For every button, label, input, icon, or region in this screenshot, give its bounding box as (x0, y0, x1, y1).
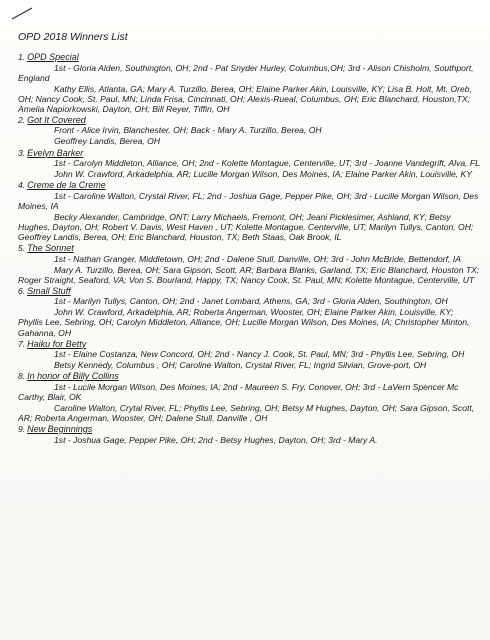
winner-entry: 1st - Marilyn Tullys, Canton, OH; 2nd - Janet Lombard, Athens, GA; 3rd - Gloria Alden, Southington, OH (54, 296, 448, 307)
winner-entry: 1st - Carolyn Middleton, Alliance, OH; 2nd - Kolette Montague, Centerville, UT; 3rd - Joanne Vandegrift, Alva, FL (54, 158, 480, 169)
award-title: Creme de la Creme (27, 180, 106, 191)
award-heading (18, 371, 480, 382)
award-heading (18, 115, 480, 126)
winner-entry: 1st - Nathan Granger, Middletown, OH; 2nd - Dalene Stull, Danville, OH; 3rd - John McBride, Bettendorf, IA (54, 253, 461, 264)
award-section (18, 424, 480, 445)
award-section (18, 148, 480, 180)
winner-entry: 1st - Joshua Gage, Pepper Pike, OH; 2nd - Betsy Hughes, Dayton, OH; 3rd - Mary A. (54, 434, 378, 445)
winner-entry: 1st - Lucile Morgan Wilson, Des Moines, IA; 2nd - Maureen S. Fry, Conover, OH; 3rd - LaVern Spencer Mc Carthy, Blair, OK (18, 381, 459, 402)
award-heading (18, 243, 480, 254)
winner-entry: Betsy Kennedy, Columbus , OH; Caroline Walton, Crystal River, FL; Ingrid Silvian, Grove-port, OH (54, 360, 427, 371)
award-title: The Sonnet (27, 243, 74, 254)
award-number: 4. (18, 180, 26, 191)
winner-entry: Caroline Walton, Crytal River, FL; Phyllis Lee, Sebring, OH; Betsy M Hughes, Dayton, OH; Sara Gipson, Scott, AR; Roberta Angerman, Wooster, OH; Dalene Stull, Danville , OH (18, 402, 475, 423)
winners-list (18, 52, 480, 445)
award-number: 2. (18, 114, 26, 125)
award-heading (18, 148, 480, 159)
award-heading (18, 52, 480, 63)
award-title: Small Stuff (27, 285, 71, 296)
award-number: 6. (18, 285, 26, 296)
winner-entry: Front - Alice Irvin, Blanchester, OH; Back - Mary A. Turzillo, Berea, OH (54, 125, 322, 136)
winner-entry: Mary A. Turzillo, Berea, OH; Sara Gipson, Scott, AR; Barbara Blanks, Garland, TX; Eric Blanchard, Houston TX; Roger Straight, Seaford, VA; Von S. Bourland, Happy, TX; Nancy Cook, St. Paul, MN; Kolette Montague, Centerville, UT (18, 264, 480, 285)
winner-entry: 1st - Caroline Walton, Crystal River, FL; 2nd - Joshua Gage, Pepper Pike, OH; 3rd - Lucille Morgan Wilson, Des Moines, IA (18, 190, 479, 211)
winner-entry: John W. Crawford, Arkadelphia, AR; Roberta Angerman, Wooster, OH; Elaine Parker Akin, Louisville, KY; Phyllis Lee, Sebring, OH; Carolyn Middleton, Alliance, OH; Lucille Morgan Wilson, Des Moines, IA; Christopher Minton, Gahanna, OH (18, 307, 470, 338)
award-heading (18, 286, 480, 297)
award-section (18, 339, 480, 371)
award-heading (18, 339, 480, 350)
winner-entry: Geoffrey Landis, Berea, OH (54, 136, 161, 147)
award-section (18, 52, 480, 114)
award-section (18, 180, 480, 242)
award-title: Evelyn Barker (27, 147, 84, 158)
award-number: 8. (18, 371, 26, 382)
award-section (18, 115, 480, 147)
award-section (18, 286, 480, 338)
award-title: New Beginnings (27, 424, 93, 435)
winner-entry: John W. Crawford, Arkadelphia, AR; Lucille Morgan Wilson, Des Moines, IA; Elaine Parker Akin, Louisville, KY (54, 169, 473, 180)
award-title: Got It Covered (27, 114, 86, 125)
winner-entry: Kathy Ellis, Atlanta, GA; Mary A. Turzillo, Berea, OH; Elaine Parker Akin, Louisville, KY; Lisa B. Holt, Mt. Oreb, OH; Nancy Cook, St. Paul, MN; Linda Frisa, Cincinnati, OH; Alexis-Rueal, Columbus, OH; Eric Blanchard, Houston,TX; Amelia Napiorkowski, Dayton, OH; Bill Reyer, Tiffin, OH (18, 83, 472, 114)
pen-stroke-mark (10, 6, 34, 20)
award-number: 5. (18, 243, 26, 254)
award-section (18, 371, 480, 423)
award-number: 7. (18, 338, 26, 349)
award-title: In honor of Billy Collins (27, 371, 119, 382)
award-section (18, 243, 480, 285)
award-number: 1. (18, 52, 26, 62)
award-heading (18, 424, 480, 435)
award-number: 9. (18, 424, 26, 435)
award-title: Haiku for Betty (27, 338, 87, 349)
award-heading (18, 180, 480, 191)
award-number: 3. (18, 147, 26, 158)
winner-entry: 1st - Elaine Costanza, New Concord, OH; 2nd - Nancy J. Cook, St. Paul, MN; 3rd - Phyllis Lee, Sebring, OH (54, 349, 465, 360)
winner-entry: 1st - Gloria Alden, Southington, OH; 2nd - Pat Snyder Hurley, Columbus,OH; 3rd - Alison Chisholm, Southport, England (18, 62, 474, 83)
document-body (18, 30, 480, 446)
winner-entry: Becky Alexander, Cambridge, ONT; Larry Michaels, Fremont, OH; Jeani Picklesimer, Ashland, KY; Betsy Hughes, Dayton, OH; Robert V. Davis, West Haven , UT; Kolette Montague, Centerville, UT; Marilyn Tullys, Canton, OH; Geoffrey Landis, Berea, OH; Eric Blanchard, Houston, TX; Beth Staas, Oak Brook, IL (18, 211, 474, 242)
document-title: OPD 2018 Winners List (18, 31, 128, 43)
award-title: OPD Special (27, 52, 79, 62)
